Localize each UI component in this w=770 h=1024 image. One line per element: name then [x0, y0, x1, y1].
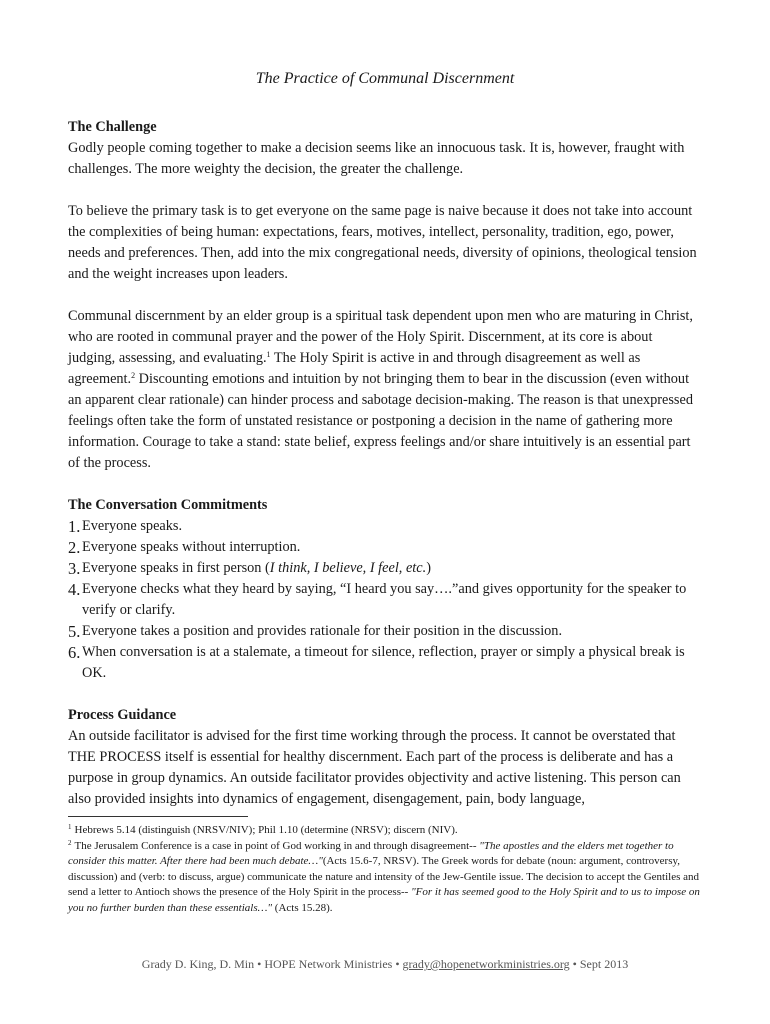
list-text: )	[426, 560, 431, 576]
footnote-1	[68, 823, 702, 839]
footer-date: • Sept 2013	[569, 957, 629, 971]
footnote-2	[68, 839, 702, 917]
list-text: Everyone speaks.	[82, 518, 183, 534]
paragraph-text: Discounting emotions and intuition by not bringing them to bear in the discussion (even without an apparent clear rationale) can hinder process and sabotage decision-making. The reason is that unexpressed feelings often take the form of unstated resistance or postponing a decision in the name of gathering more information. Courage to take a stand: state belief, express feelings and/or share intuitively is an essential part of the process.	[68, 371, 693, 471]
footnote-text: Hebrews 5.14 (distinguish (NRSV/NIV); Phil 1.10 (determine (NRSV); discern (NIV).	[74, 824, 458, 836]
page-footer	[0, 954, 770, 975]
section-heading-process: Process Guidance	[68, 707, 177, 723]
footnote-text: (Acts 15.6-7, NRSV). The Greek words for debate (noun: argument, controversy, discussion) and (verb: to discuss, argue) communicate the nature and intensity of the Jew-Gentile issue. The decision to accept the Gentiles and send a letter to Antioch shows the presence of the Holy Spirit in the process--	[68, 855, 700, 898]
list-number: 4.	[68, 580, 81, 599]
list-text: When conversation is at a stalemate, a timeout for silence, reflection, prayer or simply a physical break is OK.	[82, 644, 685, 681]
paragraph-text: The Holy Spirit is active in and through disagreement as well as agreement.	[68, 350, 641, 387]
footer-email-link[interactable]: grady@hopenetworkministries.org	[402, 957, 570, 971]
document-title: The Practice of Communal Discernment	[255, 70, 515, 87]
paragraph-text: Communal discernment by an elder group is a spiritual task dependent upon men who are maturing in Christ, who are rooted in communal prayer and the power of the Holy Spirit. Discernment, at its core is about judging, assessing, and evaluating.	[68, 308, 693, 366]
footnote-ref-2[interactable]: 2	[131, 371, 136, 380]
list-text-italic: I think, I believe, I feel, etc.	[269, 560, 427, 576]
section-heading-challenge: The Challenge	[68, 119, 157, 135]
list-item	[68, 579, 702, 621]
list-item	[68, 642, 702, 684]
list-text: Everyone checks what they heard by saying, “I heard you say….”and gives opportunity for the speaker to verify or clarify.	[82, 581, 687, 618]
challenge-paragraph-3	[68, 306, 702, 474]
footer-author: Grady D. King, D. Min • HOPE Network Ministries •	[141, 957, 403, 971]
list-item	[68, 558, 702, 579]
footnote-quote: "For it has seemed good to the Holy Spirit and to us to impose on you no further burden than these essentials…"	[68, 886, 700, 914]
list-number: 2.	[68, 538, 81, 557]
list-item	[68, 621, 702, 642]
footnote-text: (Acts 15.28).	[272, 901, 333, 914]
list-number: 3.	[68, 559, 81, 578]
list-text: Everyone speaks without interruption.	[82, 539, 301, 555]
list-item	[68, 516, 702, 537]
footnote-quote: "The apostles and the elders met together to consider this matter. After there had been much debate…"	[68, 839, 674, 867]
list-text: Everyone takes a position and provides rationale for their position in the discussion.	[82, 623, 563, 639]
list-item	[68, 537, 702, 558]
list-number: 1.	[68, 517, 81, 536]
list-number: 5.	[68, 622, 81, 641]
footnote-ref-1[interactable]: 1	[266, 350, 271, 359]
list-number: 6.	[68, 643, 81, 662]
section-heading-commitments: The Conversation Commitments	[68, 497, 268, 513]
footnotes	[68, 823, 702, 916]
commitments-list	[68, 516, 702, 684]
challenge-paragraph-2: To believe the primary task is to get everyone on the same page is naive because it does not take into account the complexities of being human: expectations, fears, motives, intellect, personality, tradition, ego, power, needs and preferences. Then, add into the mix congregational needs, diversity of opinions, theological tension and the weight increases upon leaders.	[68, 203, 697, 282]
footnote-number: 1	[68, 823, 72, 831]
list-text: Everyone speaks in first person (	[82, 560, 270, 576]
footnote-divider	[68, 816, 248, 817]
footnote-number: 2	[68, 838, 72, 847]
process-paragraph-1: An outside facilitator is advised for the first time working through the process. It cannot be overstated that THE PROCESS itself is essential for healthy discernment. Each part of the process is deliberate and has a purpose in group dynamics. An outside facilitator provides objectivity and active listening. This person can also provided insights into dynamics of engagement, disengagement, pain, body language,	[68, 728, 681, 807]
challenge-paragraph-1: Godly people coming together to make a decision seems like an innocuous task. It is, however, fraught with challenges. The more weighty the decision, the greater the challenge.	[68, 140, 685, 177]
footnote-text: The Jerusalem Conference is a case in point of God working in and through disagreement--	[74, 839, 480, 852]
